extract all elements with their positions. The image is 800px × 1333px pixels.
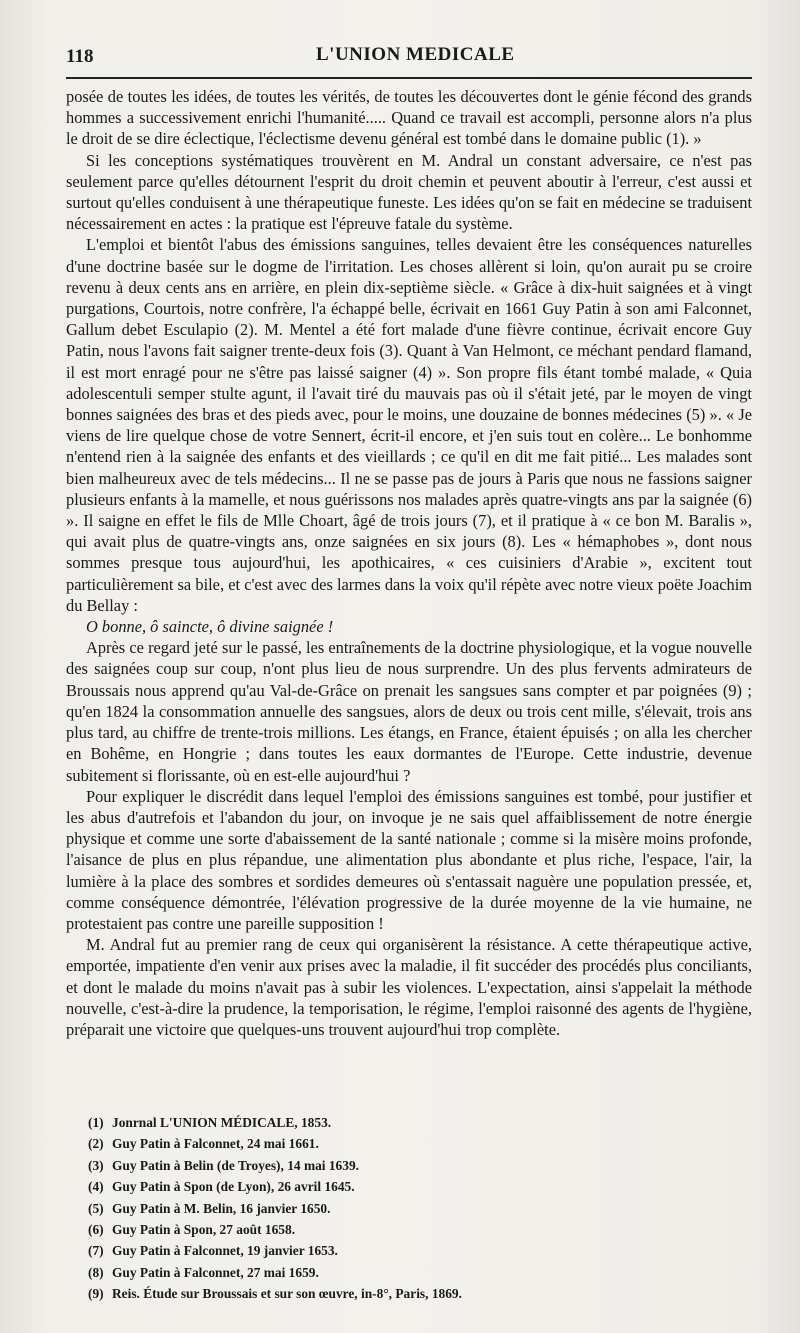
footnote-mark: (2) [88,1136,104,1152]
verse-quote: O bonne, ô saincte, ô divine saignée ! [86,617,334,637]
footnote-mark: (9) [88,1286,104,1302]
page-header [66,44,750,72]
footnote-mark: (6) [88,1222,104,1238]
footnote [88,1219,748,1240]
footnote-text: Guy Patin à Spon, 27 août 1658. [112,1222,296,1238]
footnote-mark: (1) [88,1115,104,1130]
footnote [88,1198,748,1219]
page-number: 118 [66,46,94,67]
footnote-mark: (8) [88,1264,104,1280]
footnote-text: Guy Patin à M. Belin, 16 janvier 1650. [112,1200,331,1216]
footnotes [88,1112,748,1305]
paragraph: Si les conceptions systématiques trouvèrent en M. Andral un constant adversaire, ce n'est pas seulement parce qu'elles détournent l'esprit du droit chemin et peuvent aboutir à l'erreur, c'est aussi et surtout qu'elles conduisent à une thérapeutique funeste. Les idées qu'on se fait en médecine se traduisent nécessairement en actes : la pratique est l'épreuve fatale du système. [66,150,752,234]
paragraph: posée de toutes les idées, de toutes les vérités, de toutes les découvertes dont le génie fécond des grands hommes a successivement enrichi l'humanité..... Quand ce travail est accompli, personne alors n'a plus le droit de se dire éclectique, l'éclectisme devenu général est tombé dans le domaine public (1). » [66,87,752,149]
footnote [88,1240,748,1261]
paragraph: Pour expliquer le discrédit dans lequel l'emploi des émissions sanguines est tombé, pour justifier et les abus d'autrefois et l'abandon du jour, on invoque je ne sais quel affaiblissement de notre énergie physique et comme une sorte d'abaissement de la santé nationale ; comme si la misère moins profonde, l'aisance de plus en plus répandue, une alimentation plus abondante et plus riche, l'espace, l'air, la lumière à la place des sombres et sordides demeures où s'entassait naguère une population pressée, et, comme conséquence démontrée, l'élévation progressive de la durée moyenne de la vie humaine, ne protestaient pas contre une pareille supposition ! [66,786,752,933]
body-text [66,86,752,1040]
footnote-text: Guy Patin à Spon (de Lyon), 26 avril 1645. [112,1179,355,1195]
paragraph: M. Andral fut au premier rang de ceux qui organisèrent la résistance. A cette thérapeutique active, emportée, impatiente d'en venir aux prises avec la maladie, il fit succéder des procédés plus conciliants, et dont le malade du moins n'avait pas à subir les violences. L'expectation, ainsi s'appelait la méthode nouvelle, c'est-à-dire la prudence, la temporisation, le régime, l'emploi raisonné des agents de l'hygiène, préparait une victoire que quelques-uns trouvent aujourd'hui trop complète. [66,935,752,1039]
footnote-mark: (4) [88,1179,104,1195]
running-title: L'UNION MEDICALE [316,44,515,65]
footnote-mark: (5) [88,1200,104,1216]
footnote-text: Guy Patin à Falconnet, 19 janvier 1653. [112,1243,338,1259]
paragraph: Après ce regard jeté sur le passé, les entraînements de la doctrine physiologique, et la vogue nouvelle des saignées coup sur coup, n'ont plus lieu de nous surprendre. Un des plus fervents admirateurs de Broussais nous apprend qu'au Val-de-Grâce on prenait les sangsues sans compter et par poignées (9) ; qu'en 1824 la consommation annuelle des sangsues, alors de deux ou trois cent mille, s'élevait, trois ans plus tard, au chiffre de trente-trois millions. Les étangs, en France, étaient épuisés ; on alla les chercher en Bohême, en Hongrie ; dans toutes les eaux dormantes de l'Europe. Cette industrie, devenue subitement si florissante, où en est-elle aujourd'hui ? [66,638,752,785]
paragraph: L'emploi et bientôt l'abus des émissions sanguines, telles devaient être les conséquences naturelles d'une doctrine basée sur le dogme de l'irritation. Les choses allèrent si loin, qu'on aurait pu se croire revenu à deux cents ans en arrière, en plein dix-septième siècle. « Grâce à dix-huit saignées et à vingt purgations, Courtois, notre confrère, l'a échappé belle, écrivait en 1661 Guy Patin à son ami Falconnet, Gallum debet Esculapio (2). M. Mentel a été fort malade d'une fièvre continue, écrivait encore Guy Patin, nous l'avons fait saigner trente-deux fois (3). Quant à Van Helmont, ce méchant pendard flamand, il est mort enragé pour ne s'être pas laissé saigner (4) ». Son propre fils étant tombé malade, « Quia adolescentuli semper stulte agunt, il l'avait tiré du mauvais pas où il s'était jeté, par le moyen de vingt bonnes saignées des bras et des pieds avec, pour le moins, une douzaine de bonnes médecines (5) ». « Je viens de lire quelque chose de votre Sennert, écrit-il encore, et j'en suis tout en colère... Le bonhomme n'entend rien à la saignée des enfants et des vieillards ; ce qu'il en dit me fait pitié... Les malades sont bien malheureux avec de tels médecins... Il ne se passe pas de jours à Paris que nous ne fassions saigner plusieurs enfants à la mamelle, et nous guérissons nos malades après quatre-vingts ans par la saignée (6) ». Il saigne en effet le fils de Mlle Choart, âgé de trois jours (7), et il pratique à « ce bon M. Baralis », qui avait plus de quatre-vingts ans, onze saignées en six jours (8). Les « hémaphobes », dont nous sommes presque tous aujourd'hui, les apothicaires, « ces cuisiniers d'Arabie », excitent tout particulièrement sa bile, et c'est avec des larmes dans la voix qu'il répète avec notre vieux poëte Joachim du Bellay : [66,235,752,615]
header-rule [66,77,752,79]
footnote-text: Reis. Étude sur Broussais et sur son œuvre, in-8°, Paris, 1869. [112,1286,462,1302]
footnote-mark: (7) [88,1243,104,1259]
footnote [88,1283,748,1304]
footnote-text: Guy Patin à Belin (de Troyes), 14 mai 1639. [112,1157,359,1173]
footnote-mark: (3) [88,1157,104,1173]
footnote-text: Jonrnal L'UNION MÉDICALE, 1853. [112,1115,332,1130]
footnote [88,1155,748,1176]
footnote-text: Guy Patin à Falconnet, 27 mai 1659. [112,1264,319,1280]
footnote-text: Guy Patin à Falconnet, 24 mai 1661. [112,1136,319,1152]
footnote [88,1112,748,1133]
footnote [88,1133,748,1154]
footnote [88,1262,748,1283]
footnote [88,1176,748,1197]
